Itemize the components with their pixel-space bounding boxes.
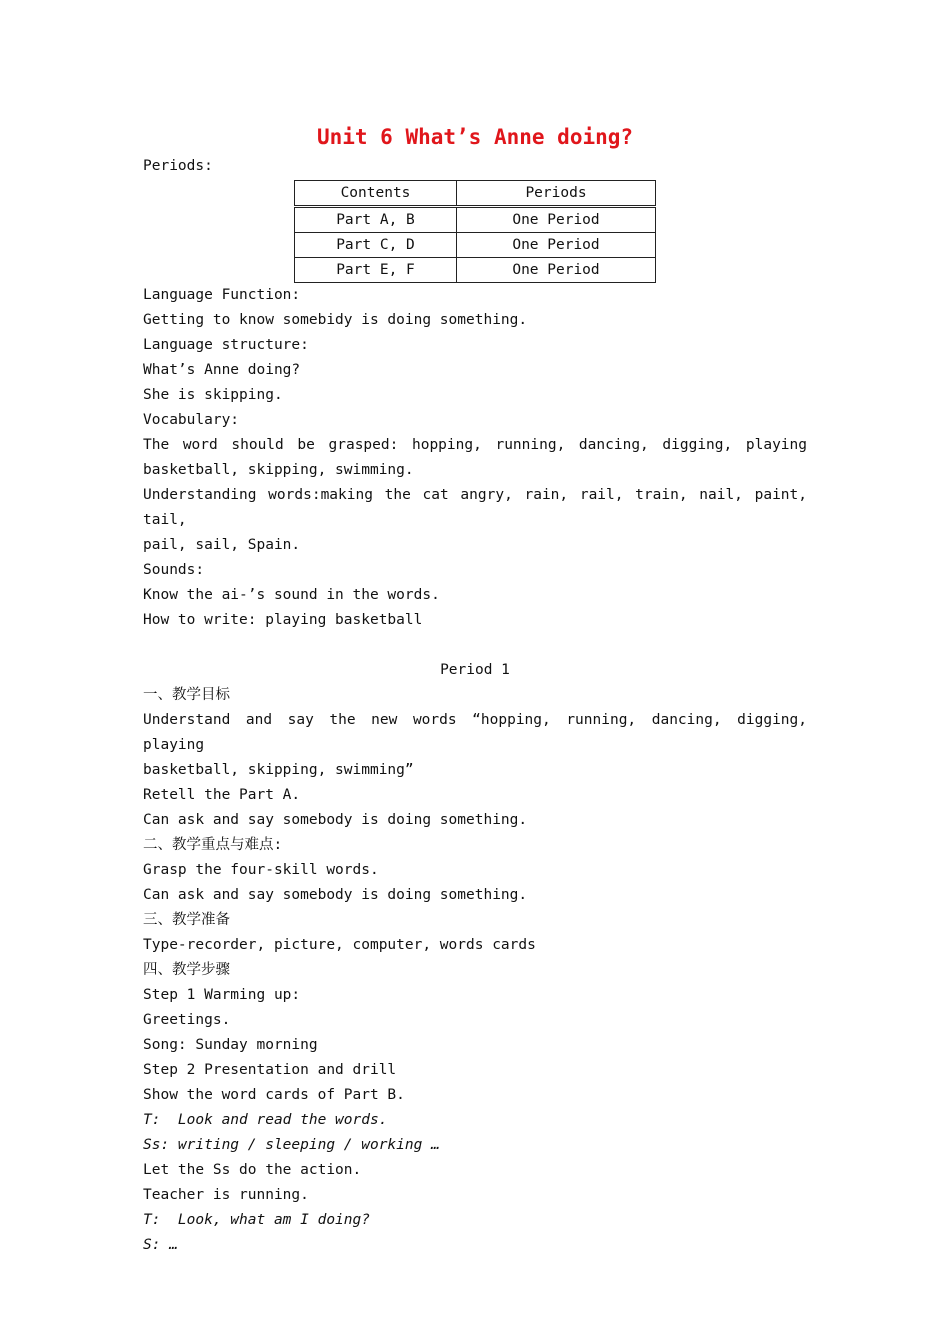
step-text: Song: Sunday morning: [143, 1037, 318, 1053]
table-row: [295, 233, 656, 258]
table-cell: Part E, F: [295, 258, 457, 283]
goals-label: 一、教学目标: [143, 687, 230, 703]
dialogue-line: T: Look and read the words.: [143, 1112, 388, 1128]
dialogue-line: S: …: [143, 1237, 178, 1253]
dialogue-line: T: Look, what am I doing?: [143, 1212, 370, 1228]
key-points-label: 二、教学重点与难点:: [143, 837, 283, 853]
vocabulary-line: The word should be grasped: hopping, running, dancing, digging, playing: [143, 437, 807, 453]
table-row: [295, 258, 656, 283]
vocabulary-label: Vocabulary:: [143, 412, 240, 428]
language-function-label: Language Function:: [143, 287, 301, 303]
table-cell: Part A, B: [295, 207, 457, 233]
vocabulary-line: basketball, skipping, swimming.: [143, 462, 414, 478]
sounds-label: Sounds:: [143, 562, 205, 578]
table-cell: One Period: [457, 233, 656, 258]
sounds-text: Know the ai-’s sound in the words.: [143, 587, 440, 603]
period-heading: Period 1: [440, 662, 510, 678]
periods-table: [294, 180, 656, 283]
table-header-cell: Periods: [457, 181, 656, 207]
understanding-line: pail, sail, Spain.: [143, 537, 301, 553]
table-cell: Part C, D: [295, 233, 457, 258]
step-heading: Step 2 Presentation and drill: [143, 1062, 397, 1078]
structure-question: What’s Anne doing?: [143, 362, 301, 378]
vocabulary-paragraph: [143, 433, 807, 483]
document-page: [143, 120, 807, 1258]
understanding-paragraph: [143, 483, 807, 558]
document-title: Unit 6 What’s Anne doing?: [316, 125, 634, 149]
key-point: Can ask and say somebody is doing something.: [143, 887, 528, 903]
preparation-text: Type-recorder, picture, computer, words cards: [143, 937, 536, 953]
key-point: Grasp the four-skill words.: [143, 862, 379, 878]
table-header-cell: Contents: [295, 181, 457, 207]
structure-answer: She is skipping.: [143, 387, 283, 403]
goal-retell: Retell the Part A.: [143, 787, 301, 803]
periods-label: Periods:: [143, 158, 213, 174]
step-text: Show the word cards of Part B.: [143, 1087, 405, 1103]
goal-ask: Can ask and say somebody is doing something.: [143, 812, 528, 828]
spacer: [143, 633, 807, 658]
understanding-line: Understanding words:making the cat angry, rain, rail, train, nail, paint, tail,: [143, 487, 807, 528]
table-header-row: [295, 181, 656, 207]
goal-paragraph: [143, 708, 807, 783]
step-text: Greetings.: [143, 1012, 231, 1028]
goal-line: Understand and say the new words “hopping, running, dancing, digging, playing: [143, 712, 807, 753]
step-text: Teacher is running.: [143, 1187, 309, 1203]
table-cell: One Period: [457, 258, 656, 283]
table-cell: One Period: [457, 207, 656, 233]
goal-line: basketball, skipping, swimming”: [143, 762, 414, 778]
language-structure-label: Language structure:: [143, 337, 309, 353]
dialogue-line: Ss: writing / sleeping / working …: [143, 1137, 440, 1153]
preparation-label: 三、教学准备: [143, 912, 230, 928]
step-text: Let the Ss do the action.: [143, 1162, 362, 1178]
steps-label: 四、教学步骤: [143, 962, 230, 978]
language-function-text: Getting to know somebidy is doing something.: [143, 312, 528, 328]
how-to-write: How to write: playing basketball: [143, 612, 423, 628]
table-row: [295, 207, 656, 233]
step-heading: Step 1 Warming up:: [143, 987, 301, 1003]
